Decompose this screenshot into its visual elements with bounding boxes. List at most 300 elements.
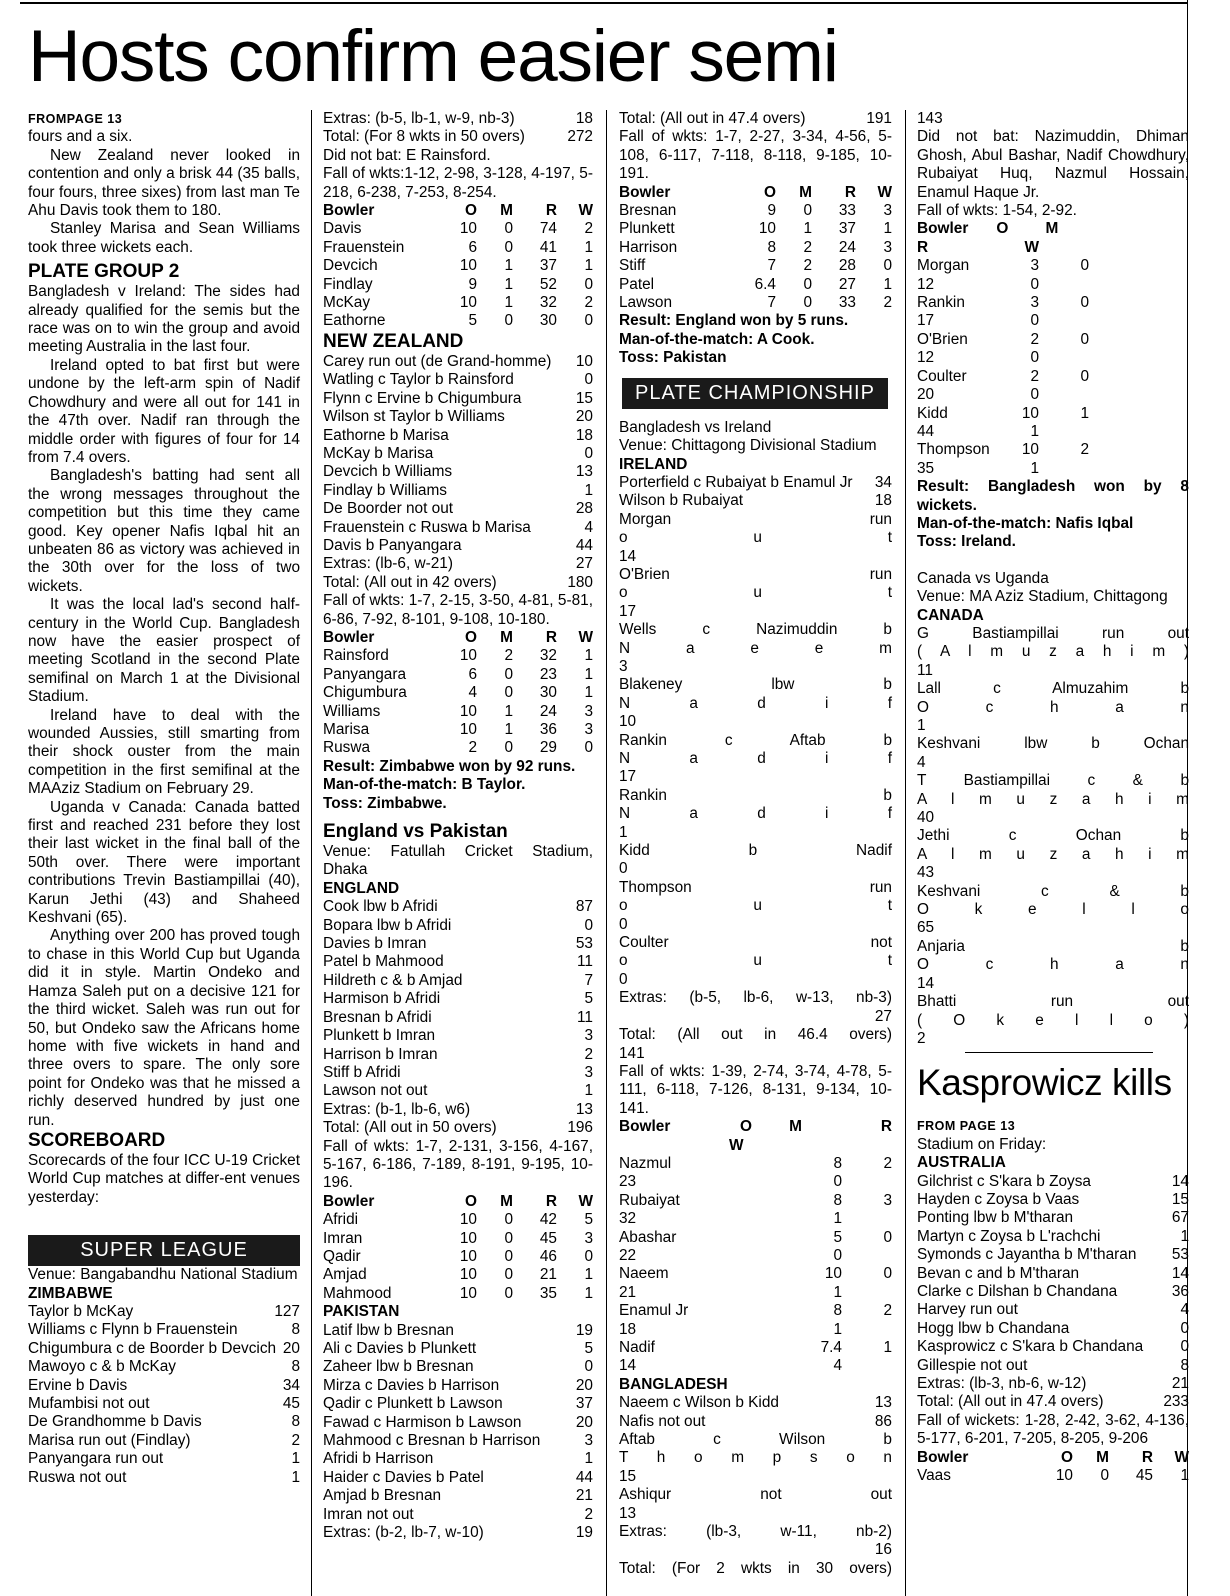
bowling-row [917,1467,1189,1485]
bowling-cell: Bowler [619,183,671,201]
bowling-cell: 3 [883,1191,892,1209]
story-lead: Stadium on Friday: [917,1135,1047,1153]
bowling-cell: 2 [504,647,513,665]
entry-line: Lall c Almuzahim b [917,680,1189,698]
bowling-cell: 22 [619,1246,637,1264]
story-separator [965,1052,1153,1053]
bowling-cell: Devcich [323,257,378,275]
bowling-cell: Findlay [323,275,373,293]
column-2 [323,110,593,1542]
extras-row [323,110,593,128]
batsman-row [28,1469,300,1487]
bowling-line [917,460,1189,478]
entry-line: Morgan run [619,510,892,528]
entry-score: 4 [917,753,926,771]
row-value: 14 [1171,1172,1189,1190]
bowling-row [323,1266,593,1284]
bowling-cell: 23 [619,1173,637,1191]
row-label [619,1541,875,1559]
bowling-cell: Bowler [619,1118,671,1136]
bowling-cell: 2 [1030,367,1039,385]
bowling-cell: 32 [619,1210,637,1228]
bowling-cell: McKay [323,294,371,312]
batsman-row [323,1450,593,1468]
bowling-cell: 7 [767,257,776,275]
bowling-cell: 37 [838,220,856,238]
bowling-cell: O [740,1118,752,1136]
result-line: Result: Zimbabwe won by 92 runs. [323,757,576,775]
row-label: Extras: (lb-6, w-21) [323,555,453,573]
bowling-cell: 1 [1180,1467,1189,1485]
bowling-cell: 46 [539,1247,557,1265]
row-label: Bopara lbw b Afridi [323,916,452,934]
bowling-cell: 45 [1135,1467,1153,1485]
row-label: Stiff b Afridi [323,1063,401,1081]
bowling-cell: R [880,1118,892,1136]
bowling-cell: R [844,183,856,201]
bowling-cell: 0 [1080,330,1089,348]
bowling-cell: 1 [504,257,513,275]
bowling-cell: M [1045,220,1059,238]
bowling-cell: 0 [504,220,513,238]
row-label: Extras: (b-2, lb-7, w-10) [323,1524,484,1542]
bowling-cell: 1 [833,1283,842,1301]
bowling-line [917,276,1189,294]
bowling-cell: 9 [767,202,776,220]
row-label: Extras: (lb-3, nb-6, w-12) [917,1375,1087,1392]
bowling-cell: 0 [1080,367,1089,385]
row-value: 20 [575,408,593,426]
row-label: Frauenstein c Ruswa b Marisa [323,518,531,536]
bowling-row [917,368,1189,405]
team-name: PAKISTAN [323,1303,400,1321]
bowling-line [917,423,1189,441]
bowling-cell: Patel [619,275,655,293]
batsman-row [619,1413,892,1431]
subhead: SCOREBOARD [28,1129,166,1151]
entry-score: 15 [619,1467,637,1485]
bowling-cell: 1 [504,294,513,312]
bowling-cell: M [500,1192,513,1210]
bowling-cell: 1 [883,275,892,293]
bowling-cell: 1 [504,275,513,293]
row-value: 14 [1171,1264,1189,1282]
batsman-row [323,1340,593,1358]
bowling-cell: 0 [803,275,812,293]
bowling-row [917,331,1189,368]
bowling-cell [1039,423,1089,441]
row-label: Panyangara run out [28,1450,164,1468]
story-paragraph: Scorecards of the four ICC U-19 Cricket World Cup matches at differ-ent venues yesterday: [28,1151,300,1206]
bowling-cell: 2 [883,1302,892,1320]
bowling-cell: 33 [838,202,856,220]
batsman-row [323,1082,593,1100]
kicker: FROM PAGE 13 [917,1119,1016,1134]
batsman-row [619,474,892,492]
row-value: 53 [575,935,593,953]
bowling-cell: 32 [539,647,557,665]
bowling-cell: 3 [1030,257,1039,275]
row-value: 4 [584,518,593,536]
bowling-cell: 0 [504,739,513,757]
bowling-cell: 2 [584,220,593,238]
row-label: Imran not out [323,1505,414,1523]
total-row [323,128,593,146]
venue: Venue: Fatullah Cricket Stadium, Dhaka [323,843,593,879]
bowling-cell: 0 [584,1247,593,1265]
bowling-cell [1039,312,1089,330]
bowling-cell: Mahmood [323,1284,392,1302]
result-line: Toss: Ireland. [917,533,1016,551]
bowling-cell: Frauenstein [323,238,405,256]
bowling-cell [1089,386,1189,404]
bowling-cell: 2 [1080,441,1089,459]
row-value: 8 [291,1413,300,1431]
row-label: Lawson not out [323,1082,428,1100]
batsman-row [323,917,593,935]
bowling-cell: 24 [539,702,557,720]
row-label: Naeem c Wilson b Kidd [619,1394,779,1412]
bowling-cell: Vaas [917,1467,951,1485]
row-label: Harvey run out [917,1301,1018,1319]
row-value: 15 [1171,1190,1189,1208]
bowling-line [619,1302,892,1320]
batsman-entry [619,732,892,787]
entry-line: O'Brien run [619,565,892,583]
bowling-cell: 2 [883,1154,892,1172]
bowling-cell [842,1357,892,1375]
row-value: 196 [567,1119,593,1137]
batsman-row [917,1283,1189,1301]
bowling-cell: 0 [504,1229,513,1247]
bowling-header [917,1449,1189,1467]
bowling-cell: O [465,628,477,646]
bowling-cell: 1 [584,238,593,256]
row-label: Mirza c Davies b Harrison [323,1376,500,1394]
bowling-cell: 10 [1055,1467,1073,1485]
venue: Venue: MA Aziz Stadium, Chittagong [917,588,1168,606]
result-line: Result: England won by 5 runs. [619,312,849,330]
bowling-cell: R [545,202,557,220]
entry-score: 0 [619,860,628,878]
entry-score: 3 [619,657,628,675]
bowling-cell: 10 [459,220,477,238]
team-name: CANADA [917,606,984,624]
bowling-cell [949,239,989,257]
batsman-entry [619,934,892,989]
batsman-entry [619,842,892,879]
row-label: Zaheer lbw b Bresnan [323,1358,474,1376]
bowling-cell: 0 [504,1284,513,1302]
row-label: Ruswa not out [28,1468,127,1486]
row-value: 180 [567,573,593,591]
row-label: Amjad b Bresnan [323,1487,442,1505]
bowling-line [619,1357,892,1375]
entry-line: T Bastiampillai c & b [917,772,1189,790]
story-paragraph: fours and a six. [28,128,133,146]
bowling-cell: O [465,202,477,220]
innings-note: Fall of wkts:1-12, 2-98, 3-128, 4-197, 5-218, 6-238, 7-253, 8-254. [323,165,593,201]
bowling-cell: 0 [504,684,513,702]
bowling-cell: 3 [584,702,593,720]
bowling-cell: 5 [584,1211,593,1229]
row-label: Chigumbura c de Boorder b Devcich [28,1339,277,1357]
bowling-cell: R [545,1192,557,1210]
bowling-cell [1089,276,1189,294]
bowling-cell: 30 [539,312,557,330]
bowling-cell: Williams [323,702,381,720]
batsman-entry [917,772,1189,827]
batsman-row [323,482,593,500]
bowling-cell: 10 [459,1211,477,1229]
batsman-row [28,1450,300,1468]
bowling-cell: Kidd [917,404,948,422]
batsman-row [28,1432,300,1450]
batsman-row [323,1469,593,1487]
bowling-cell [1039,460,1089,478]
batsman-row [323,371,593,389]
row-label: Harrison b Imran [323,1045,438,1063]
bowling-cell: 24 [838,238,856,256]
result-line: Toss: Zimbabwe. [323,794,447,812]
story-headline: Kasprowicz kills [917,1062,1172,1104]
bowling-cell: 35 [539,1284,557,1302]
row-label: Extras: (b-5, lb-1, w-9, nb-3) [323,110,515,127]
batsman-row [323,1009,593,1027]
bowling-cell: 0 [833,1173,842,1191]
batsman-row [323,427,593,445]
entry-score: 14 [917,974,935,992]
row-value: 27 [874,1007,892,1025]
row-value: 20 [575,1413,593,1431]
batsman-row [917,1357,1189,1375]
bowling-cell [1089,441,1189,459]
row-label: Gilchrist c S'kara b Zoysa [917,1172,1091,1190]
entry-line: N a d i f [619,750,892,767]
row-value: 20 [575,1376,593,1394]
batsman-entry [619,1431,892,1486]
row-label: McKay b Marisa [323,444,434,462]
batsman-row [323,935,593,953]
row-value: 13 [874,1394,892,1412]
row-value: 36 [1171,1282,1189,1300]
bowling-cell [1089,460,1189,478]
bowling-cell: 1 [504,702,513,720]
fall-of-wickets: Fall of wkts: 1-7, 2-131, 3-156, 4-167, 5-167, 6-186, 7-189, 8-191, 9-195, 10-196. [323,1137,593,1192]
bowling-cell: 29 [539,739,557,757]
story-paragraph: Bangladesh's batting had sent all the wrong messages throughout the competition but this time they came good. Key opener Nafis Iqbal hit an unbeaten 86 as victory was achieved in the 30th over for the loss of two wickets. [28,467,300,595]
bowling-cell: 0 [504,665,513,683]
row-value: 8 [291,1358,300,1376]
bowling-cell: 1 [833,1210,842,1228]
result-line: Man-of-the-match: Nafis Iqbal [917,514,1134,532]
batsman-row [323,1027,593,1045]
bowling-cell: 52 [539,275,557,293]
row-label [619,1008,875,1026]
entry-line: O k e l l o [917,901,1189,919]
batsman-entry [917,883,1189,938]
batsman-row [323,898,593,916]
batsman-entry [917,680,1189,735]
batsman-row [323,445,593,463]
bowling-row [323,1211,593,1229]
entry-line: N a d i f [619,805,892,823]
batsman-row [323,1358,593,1376]
row-value: 0 [584,371,593,389]
extras-value [619,1008,892,1026]
bowling-line [619,1229,892,1247]
bowling-cell: 10 [459,257,477,275]
entry-line: Rankin c Aftab b [619,731,892,749]
row-label: Davis b Panyangara [323,536,462,554]
row-value: 11 [577,953,593,971]
bowling-cell: 0 [883,1265,892,1283]
bowling-cell: 36 [539,721,557,738]
entry-line: o u t [619,529,892,547]
column-rule [311,110,312,1596]
row-label: Porterfield c Rubaiyat b Enamul Jr [619,473,853,491]
batsman-row [323,1064,593,1082]
row-value: 13 [575,1100,593,1118]
bowling-row [619,294,892,312]
bowling-line [917,257,1189,275]
row-value: 11 [577,1008,593,1026]
batsman-row [917,1191,1189,1209]
row-value: 45 [282,1395,300,1412]
bowling-cell: Imran [323,1229,363,1247]
row-value: 67 [1171,1209,1189,1227]
row-label: Nafis not out [619,1412,706,1430]
bowling-line [917,386,1189,404]
bowling-row [619,1265,892,1302]
entry-line: o u t [619,897,892,915]
bowling-cell: Thompson [917,441,990,459]
bowling-cell: 1 [504,721,513,738]
bowling-cell: 6 [468,238,477,256]
bowling-header-w: W [729,1136,744,1154]
bowling-cell: 1 [1030,422,1039,440]
row-value: 86 [874,1412,892,1430]
headline: Hosts confirm easier semi [28,16,838,97]
entry-line: Wells c Nazimuddin b [619,621,892,639]
row-value: 1 [584,481,593,499]
entry-line: Anjaria b [917,937,1189,955]
row-value: 34 [874,473,892,491]
row-value: 8 [291,1321,300,1339]
bowling-cell: 0 [584,275,593,293]
bowling-cell: 1 [883,1339,892,1356]
row-value: 21 [1171,1375,1189,1392]
bowling-cell [1039,349,1089,367]
bowling-row [323,739,593,757]
bowling-row [323,1248,593,1266]
did-not-bat: Did not bat: Nazimuddin, Dhiman Ghosh, Abul Bashar, Nadif Chowdhury, Rubaiyat Huq, Nazmul Hossain, Enamul Haque Jr. [917,128,1189,201]
row-value: 191 [866,110,892,127]
row-label: Hogg lbw b Chandana [917,1319,1070,1337]
row-label: Plunkett b Imran [323,1027,436,1045]
bowling-row [619,257,892,275]
bowling-cell: 37 [539,257,557,275]
bowling-cell: Ruswa [323,739,371,757]
bowling-cell: 7 [767,294,776,312]
bowling-header [323,202,593,220]
row-label: Ponting lbw b M'tharan [917,1209,1074,1227]
batsman-row [323,972,593,990]
bowling-cell: 1 [584,257,593,275]
row-label: Afridi b Harrison [323,1450,434,1468]
bowling-cell: 35 [917,459,935,477]
match-title: Canada vs Uganda [917,569,1049,587]
innings-note: Did not bat: E Rainsford. [323,146,491,164]
bowling-cell: 0 [504,1247,513,1265]
bowling-row [323,220,593,238]
column-4 [917,110,1189,1485]
bowling-row [619,220,892,238]
row-value: 0 [584,1358,593,1376]
bowling-cell [842,1247,892,1265]
extras-row: Extras: (b-5, lb-6, w-13, nb-3) [619,989,892,1007]
row-label: Gillespie not out [917,1356,1028,1374]
bowling-row [619,239,892,257]
bowling-cell: O [465,1192,477,1210]
column-rule [905,110,906,1596]
bowling-cell: W [578,628,593,646]
bowling-cell: 0 [504,1211,513,1229]
row-value: 13 [575,463,593,481]
row-label: Kasprowicz c S'kara b Chandana [917,1338,1144,1356]
bowling-header [619,184,892,202]
row-value: 233 [1163,1393,1189,1411]
entry-score: 17 [619,768,637,786]
bowling-cell: O [1061,1448,1073,1466]
bowling-cell: 0 [504,1266,513,1284]
entry-score: 40 [917,809,935,827]
batsman-entry [619,879,892,934]
bowling-cell: 0 [883,1228,892,1246]
bowling-cell: 7.4 [820,1339,842,1356]
bowling-cell: Morgan [917,257,970,275]
bowling-cell [1089,294,1189,312]
entry-score: 13 [619,1504,637,1522]
bowling-cell: Abashar [619,1228,677,1246]
bowling-cell: 74 [539,220,557,238]
result-line: Toss: Pakistan [619,349,727,367]
row-label: Flynn c Ervine b Chigumbura [323,389,522,407]
bowling-cell: 6.4 [754,275,776,293]
batsman-entry [917,625,1189,680]
batsman-row [323,1395,593,1413]
bowling-cell: M [799,183,812,201]
bowling-cell: 17 [917,312,935,330]
row-value: 7 [584,971,593,989]
extras-value [619,1541,892,1559]
row-value: 44 [575,1468,593,1486]
team-name: NEW ZEALAND [323,330,464,352]
batsman-entry [619,566,892,621]
batsman-row [28,1358,300,1376]
bowling-row [323,1285,593,1303]
bowling-cell: 10 [459,1284,477,1302]
batsman-row [917,1375,1189,1393]
bowling-cell: 0 [1080,257,1089,275]
entry-line: N a e e m [619,639,892,657]
bowling-cell: 3 [584,721,593,738]
bowling-cell [1039,239,1189,257]
bowling-cell [1089,257,1189,275]
bowling-cell: R [1141,1448,1153,1466]
bowling-cell: 28 [838,257,856,275]
batsman-row [323,1377,593,1395]
